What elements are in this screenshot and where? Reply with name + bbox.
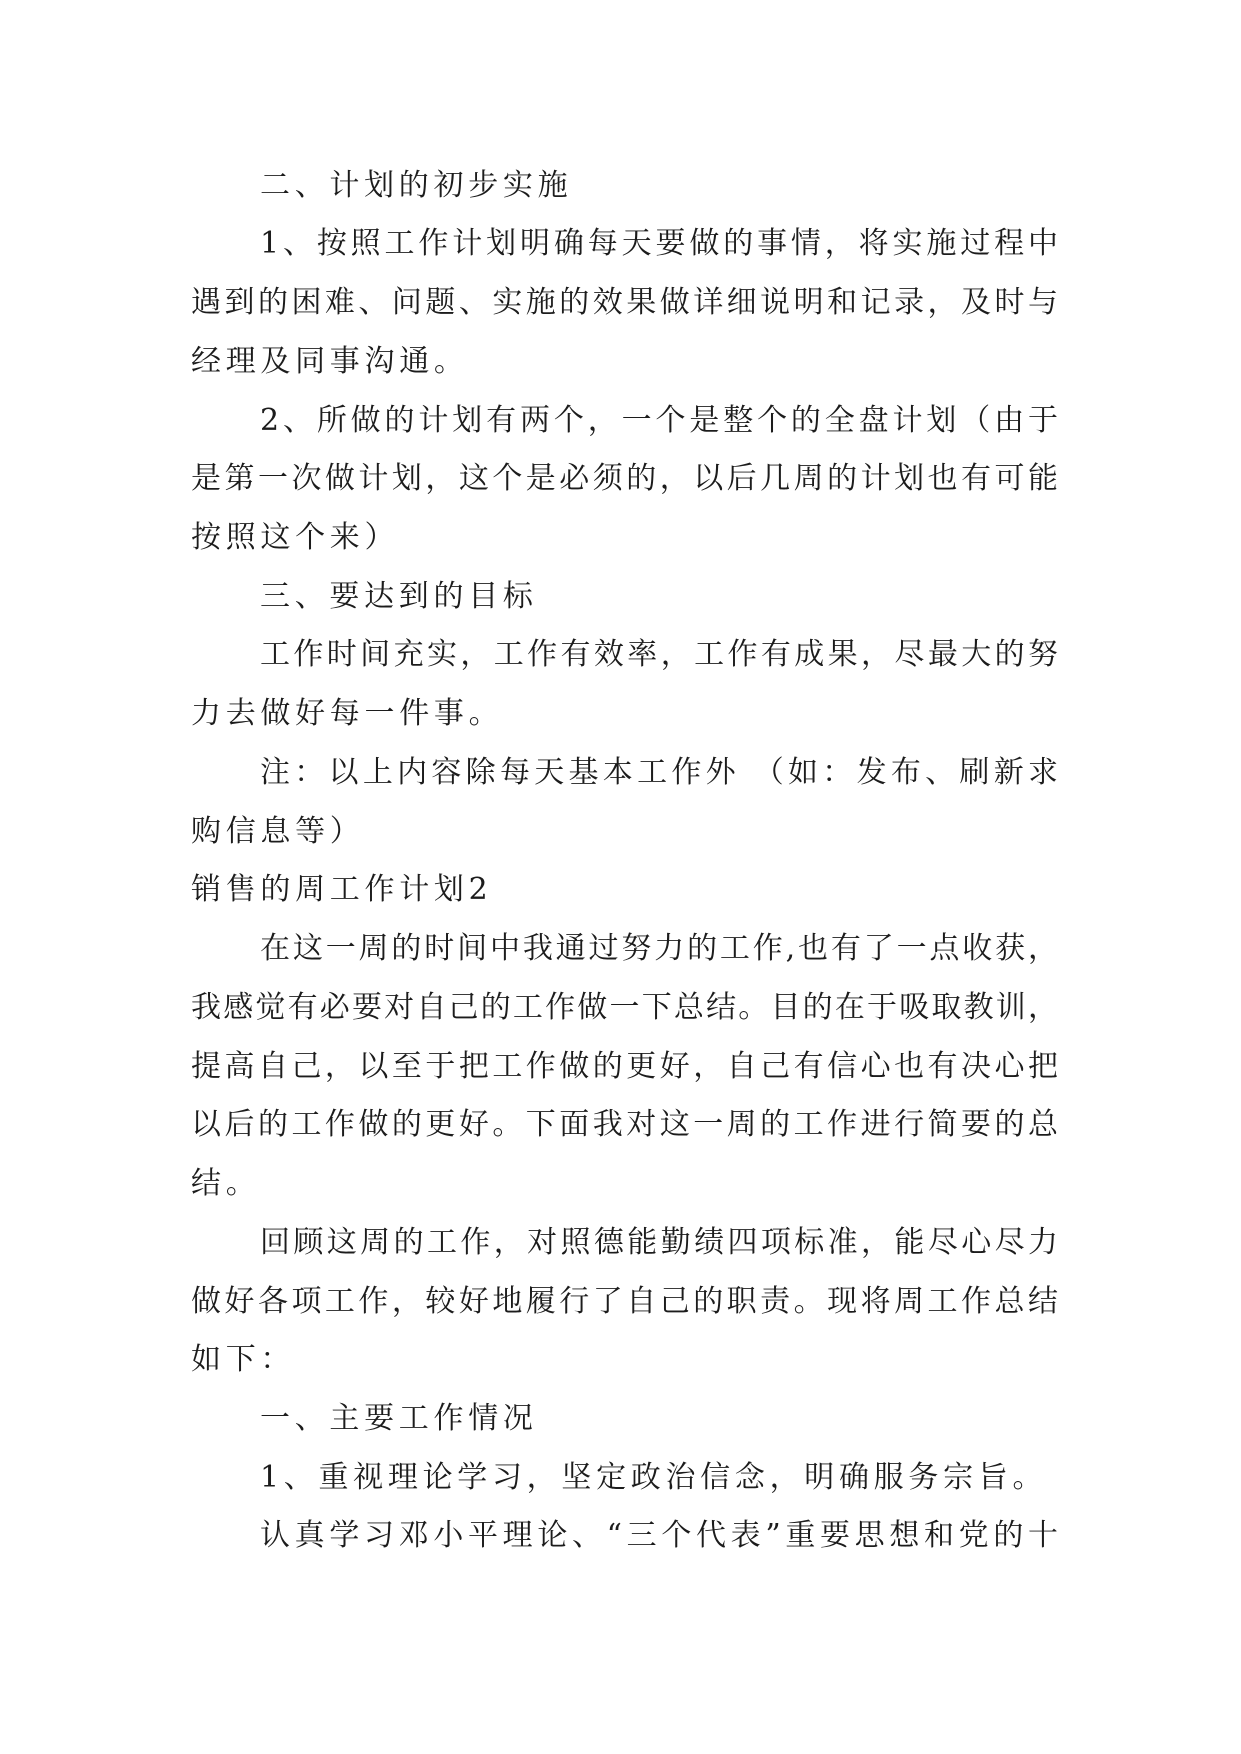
text-line: 2、所做的计划有两个，一个是整个的全盘计划（由于 [260, 402, 1058, 438]
section-heading [191, 157, 1058, 216]
body-paragraph [191, 215, 1058, 391]
text-line: 我感觉有必要对自己的工作做一下总结。目的在于吸取教训， [191, 989, 1058, 1025]
body-paragraph [191, 920, 1058, 1214]
text-line: 1、重视理论学习，坚定政治信念，明确服务宗旨。 [260, 1459, 1048, 1495]
body-paragraph [191, 392, 1058, 568]
body-paragraph [191, 626, 1058, 743]
body-paragraph [191, 1507, 1058, 1566]
body-paragraph [191, 1449, 1058, 1508]
text-line: 在这一周的时间中我通过努力的工作,也有了一点收获， [260, 931, 1058, 967]
text-line: 结。 [191, 1166, 261, 1202]
title-text: 销售的周工作计划2 [191, 872, 493, 908]
section-heading [191, 568, 1058, 627]
text-line: 提高自己，以至于把工作做的更好，自己有信心也有决心把 [191, 1048, 1058, 1084]
text-line: 购信息等） [191, 813, 365, 849]
document-title [191, 861, 1058, 920]
text-line: 三、要达到的目标 [260, 578, 538, 614]
text-line: 回顾这周的工作，对照德能勤绩四项标准，能尽心尽力 [260, 1224, 1058, 1260]
text-line: 是第一次做计划，这个是必须的，以后几周的计划也有可能 [191, 461, 1058, 497]
document-body [191, 157, 1058, 1567]
text-line: 二、计划的初步实施 [260, 167, 573, 203]
text-line: 一、主要工作情况 [260, 1401, 538, 1437]
text-line: 注：以上内容除每天基本工作外 （如：发布、刷新求 [260, 754, 1058, 790]
text-line: 认真学习邓小平理论、“三个代表”重要思想和党的十 [260, 1518, 1058, 1554]
text-line: 遇到的困难、问题、实施的效果做详细说明和记录，及时与 [191, 285, 1058, 321]
note-paragraph [191, 744, 1058, 861]
section-heading [191, 1390, 1058, 1449]
text-line: 以后的工作做的更好。下面我对这一周的工作进行简要的总 [191, 1107, 1058, 1143]
body-paragraph [191, 1214, 1058, 1390]
text-line: 工作时间充实，工作有效率，工作有成果，尽最大的努 [260, 637, 1058, 673]
text-line: 经理及同事沟通。 [191, 343, 469, 379]
text-line: 力去做好每一件事。 [191, 696, 504, 732]
text-line: 1、按照工作计划明确每天要做的事情，将实施过程中 [260, 226, 1058, 262]
text-line: 如下： [191, 1342, 296, 1378]
text-line: 做好各项工作，较好地履行了自己的职责。现将周工作总结 [191, 1283, 1058, 1319]
text-line: 按照这个来） [191, 520, 400, 555]
